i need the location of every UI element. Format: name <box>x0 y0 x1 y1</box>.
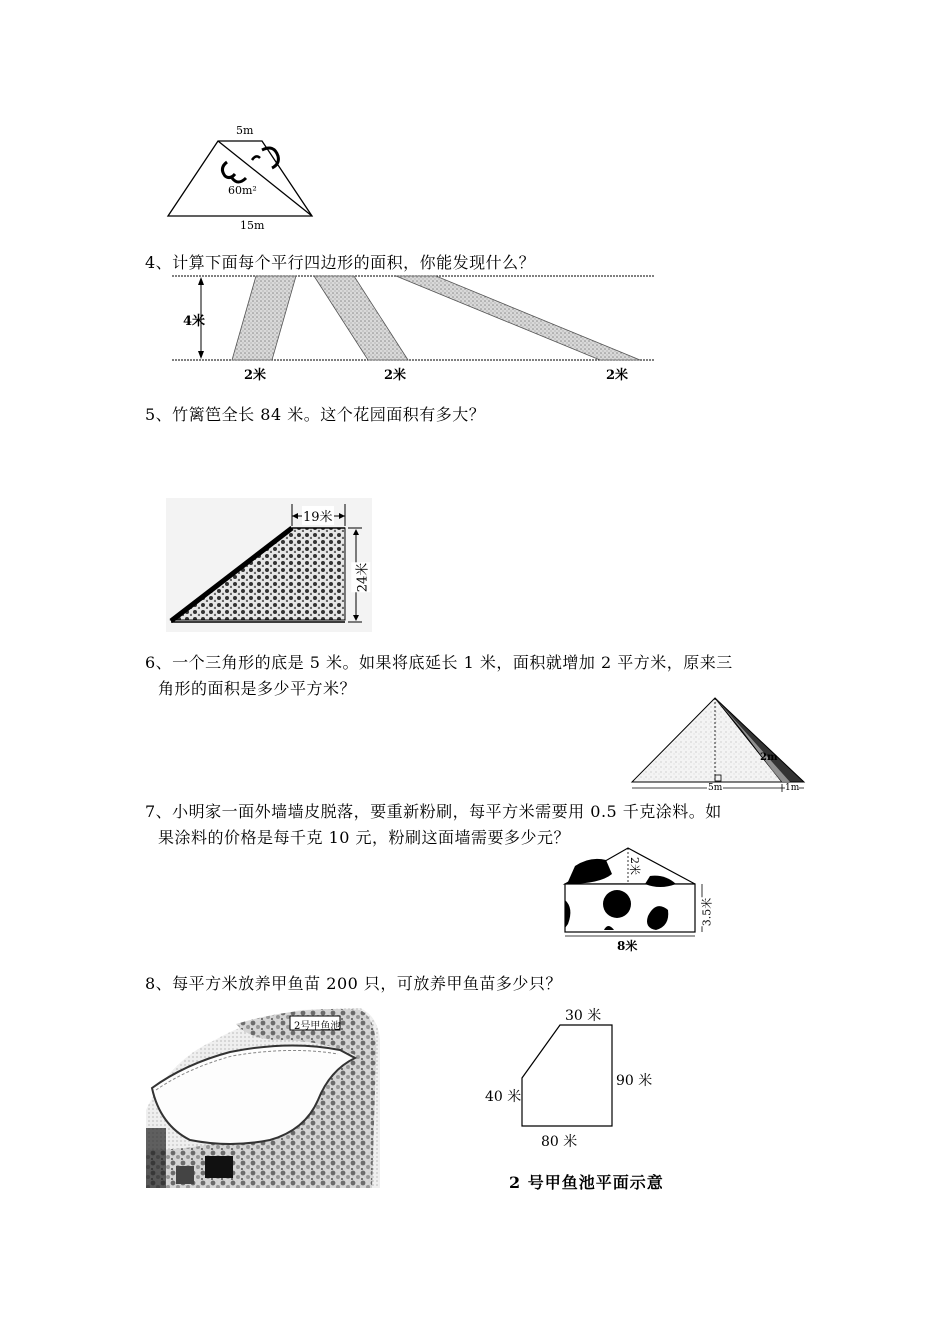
pond-sign-label: 2号甲鱼池 <box>294 1021 341 1032</box>
q7-rect-height-label: 3.5米 <box>700 897 714 927</box>
trapezoid-bottom-label: 15m <box>240 219 265 232</box>
pond-left-label: 40 米 <box>485 1089 522 1105</box>
pond-caption: 2 号甲鱼池平面示意 <box>509 1173 664 1192</box>
question-6-line2: 角形的面积是多少平方米？ <box>158 679 357 698</box>
pond-bottom-label: 80 米 <box>541 1134 578 1150</box>
question-7-line1: 7、小明家一面外墙墙皮脱落，要重新粉刷，每平方米需要用 0.5 千克涂料。如 <box>145 802 722 821</box>
question-5: 5、竹篱笆全长 84 米。这个花园面积有多大？ <box>145 405 486 424</box>
q5-top-label: 19米 <box>302 506 334 525</box>
trapezoid-top-label: 5m <box>236 124 254 137</box>
question-8: 8、每平方米放养甲鱼苗 200 只，可放养甲鱼苗多少只？ <box>145 974 562 993</box>
q7-tri-height-label: 2米 <box>628 857 641 875</box>
q4-height-label: 4米 <box>183 314 206 329</box>
q4-base1-label: 2米 <box>244 368 267 383</box>
q6-ext-label: 1m <box>785 783 800 793</box>
q5-height-label: 24米 <box>351 563 370 593</box>
q4-base2-label: 2米 <box>384 368 407 383</box>
pond-top-label: 30 米 <box>565 1008 602 1024</box>
q6-side-label: 2m <box>760 752 778 763</box>
question-4: 4、计算下面每个平行四边形的面积，你能发现什么？ <box>145 253 536 272</box>
q4-base3-label: 2米 <box>606 368 629 383</box>
question-6-line1: 6、一个三角形的底是 5 米。如果将底延长 1 米，面积就增加 2 平方米，原来三 <box>145 653 733 672</box>
pond-right-label: 90 米 <box>616 1073 653 1089</box>
question-7-line2: 果涂料的价格是每千克 10 元，粉刷这面墙需要多少元？ <box>158 828 571 847</box>
q6-base-label: 5m <box>708 783 723 793</box>
q7-width-label: 8米 <box>617 939 638 953</box>
trapezoid-area-label: 60m² <box>228 184 257 197</box>
